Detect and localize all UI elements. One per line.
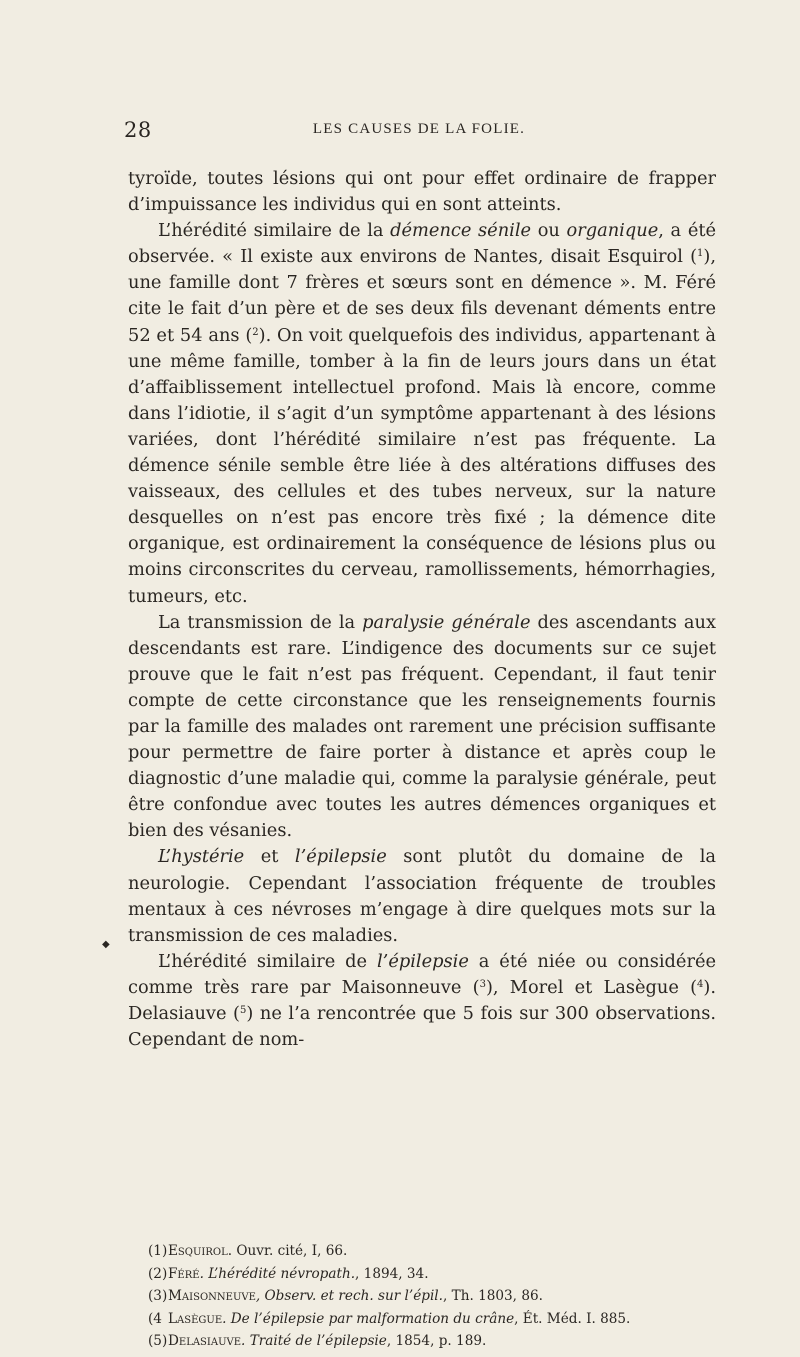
- footnote-4: (4 Lasègue. De l’épilepsie par malformation du crâne, Ét. Méd. I. 885.: [148, 1310, 631, 1327]
- margin-mark: ◆: [102, 939, 110, 950]
- footnote-ref-2: 2: [252, 326, 259, 338]
- footnote-ref-1: 1: [697, 248, 704, 260]
- paragraph-4: L’hystérie et l’épilepsie sont plutôt du domaine de la neurologie. Cependant l’association fréquente de troubles mentaux à ces névroses m’engage à dire quelques mots sur la transmission de ces maladies.: [128, 846, 716, 946]
- footnote-3: (3)Maisonneuve, Observ. et rech. sur l’épil., Th. 1803, 86.: [148, 1288, 543, 1304]
- paragraph-3: La transmission de la paralysie générale des ascendants aux descendants est rare. L’indigence des documents sur ce sujet prouve que le fait n’est pas fréquent. Cependant, il faut tenir compte de cette circonstance que les renseignements fournis par la famille des malades ont rarement une précision suffisante pour permettre de faire porter à distance et après coup le diagnostic d’une maladie qui, comme la paralysie générale, peut être confondue avec toutes les autres démences organiques et bien des vésanies.: [128, 611, 716, 842]
- body-text: [128, 166, 716, 1053]
- page-number: 28: [124, 118, 152, 142]
- footnote-ref-4: 4: [697, 978, 704, 990]
- paragraph-2: L’hérédité similaire de la démence sénile ou organique, a été observée. « Il existe aux environs de Nantes, disait Esquirol ($^1$), une famille dont 7 frères et sœurs sont en démence ». M. Féré cite le fait d’un père et de ses deux fils devenant déments entre 52 et 54 ans ($^2$). On voit quelquefois des individus, appartenant à une même famille, tomber à la fin de leurs jours dans un état d’affaiblissement intellectuel profond. Mais là encore, comme dans l’idiotie, il s’agit d’un symptôme appartenant à des lésions variées, dont l’hérédité similaire n’est pas fréquente. La démence sénile semble être liée à des altérations diffuses des vaisseaux, des cellules et des tubes nerveux, sur la nature desquelles on n’est pas encore très fixé ; la démence dite organique, est ordinairement la conséquence de lésions plus ou moins circonscrites du cerveau, ramollissements, hémorrhagies, tumeurs, etc.: [128, 220, 717, 607]
- page-header: [124, 118, 714, 142]
- paragraph-1: tyroïde, toutes lésions qui ont pour effet ordinaire de frapper d’impuissance les individus qui en sont atteints.: [128, 168, 716, 216]
- footnote-2: (2)Féré. L’hérédité névropath., 1894, 34.: [148, 1265, 429, 1282]
- footnote-ref-3: 3: [479, 978, 486, 990]
- footnotes: [148, 1240, 738, 1353]
- running-title: LES CAUSES DE LA FOLIE.: [312, 121, 526, 137]
- footnote-5: (5)Delasiauve. Traité de l’épilepsie, 1854, p. 189.: [148, 1333, 487, 1349]
- footnote-1: (1)Esquirol. Ouvr. cité, I, 66.: [148, 1243, 348, 1259]
- footnote-ref-5: 5: [240, 1005, 247, 1016]
- paragraph-5: L’hérédité similaire de l’épilepsie a été niée ou considérée comme très rare par Maisonneuve ($^3$), Morel et Lasègue ($^4$). Delasiauve ($^5$) ne l’a rencontrée que 5 fois sur 300 observations. Cependant de nom-: [128, 950, 716, 1051]
